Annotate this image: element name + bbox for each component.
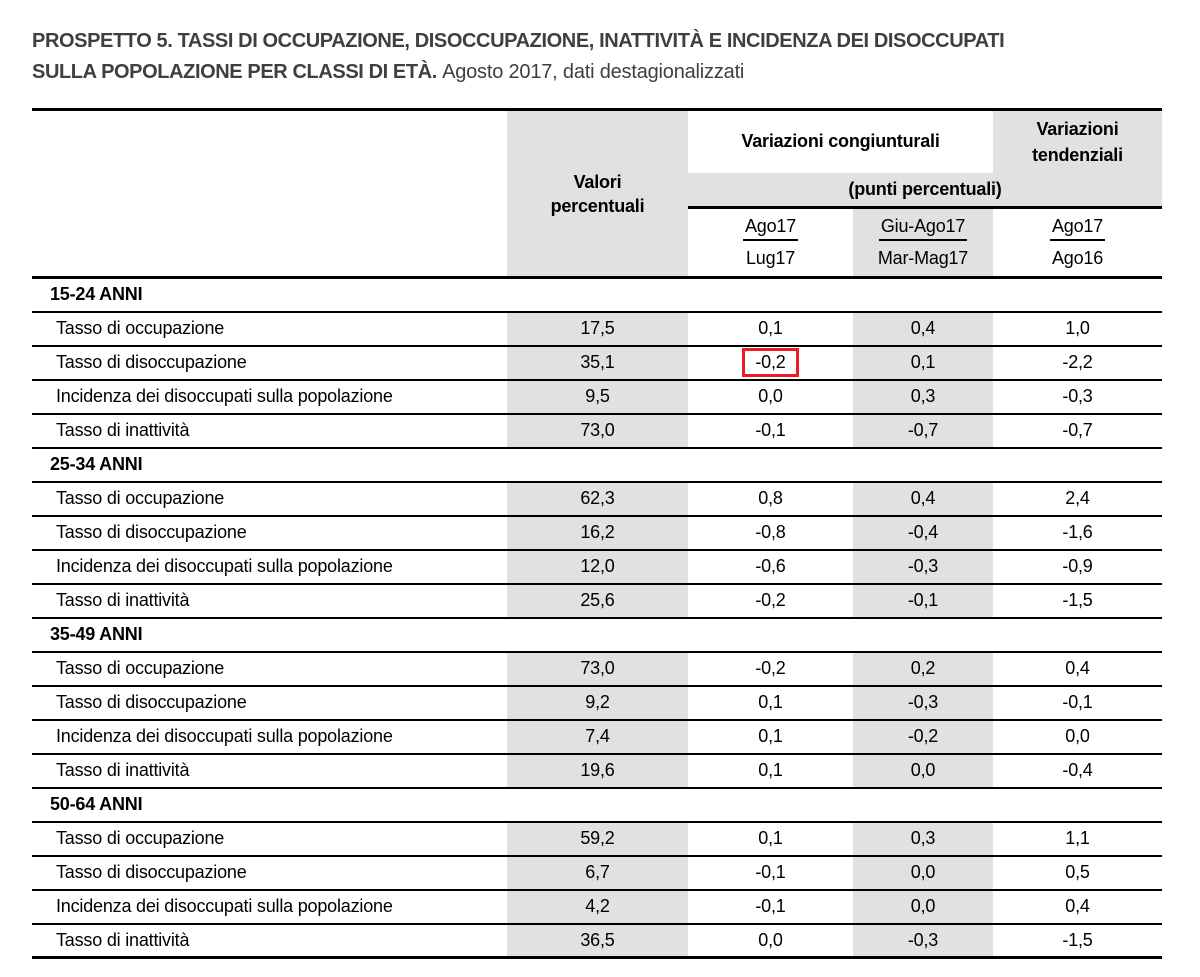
value-cell: 0,4 bbox=[993, 652, 1162, 686]
indicator-row bbox=[32, 414, 1162, 448]
period-denominator: Lug17 bbox=[745, 247, 796, 268]
indicator-row bbox=[32, 584, 1162, 618]
value-cell: 0,4 bbox=[853, 312, 993, 346]
value-cell: -0,1 bbox=[688, 890, 853, 924]
value-cell: 73,0 bbox=[507, 414, 688, 448]
value-cell: 25,6 bbox=[507, 584, 688, 618]
highlight-box: -0,2 bbox=[742, 348, 798, 377]
indicator-row bbox=[32, 482, 1162, 516]
value-cell: -0,4 bbox=[853, 516, 993, 550]
value-cell: 0,3 bbox=[853, 822, 993, 856]
age-group-label: 50-64 ANNI bbox=[32, 788, 1162, 822]
age-group-row bbox=[32, 618, 1162, 652]
value-cell: -0,4 bbox=[993, 754, 1162, 788]
value-cell: 35,1 bbox=[507, 346, 688, 380]
value-cell bbox=[688, 346, 853, 380]
value-cell: 36,5 bbox=[507, 924, 688, 958]
period-denominator: Ago16 bbox=[1051, 247, 1104, 268]
indicator-label: Incidenza dei disoccupati sulla popolazione bbox=[32, 380, 507, 414]
value-cell: 0,1 bbox=[688, 312, 853, 346]
value-cell: 2,4 bbox=[993, 482, 1162, 516]
indicator-label: Tasso di inattività bbox=[32, 414, 507, 448]
row-label-header bbox=[32, 110, 507, 278]
value-cell: -1,6 bbox=[993, 516, 1162, 550]
indicator-label: Tasso di inattività bbox=[32, 754, 507, 788]
value-cell: 0,0 bbox=[688, 380, 853, 414]
title-line-2-bold: SULLA POPOLAZIONE PER CLASSI DI ETÀ. bbox=[32, 61, 437, 83]
value-cell: 0,0 bbox=[853, 856, 993, 890]
statistics-table bbox=[32, 108, 1162, 959]
value-cell: 0,1 bbox=[853, 346, 993, 380]
value-cell: -0,2 bbox=[853, 720, 993, 754]
value-cell: 0,8 bbox=[688, 482, 853, 516]
value-cell: 17,5 bbox=[507, 312, 688, 346]
age-group-label: 35-49 ANNI bbox=[32, 618, 1162, 652]
value-cell: 0,5 bbox=[993, 856, 1162, 890]
value-cell: 4,2 bbox=[507, 890, 688, 924]
value-cell: -0,1 bbox=[993, 686, 1162, 720]
value-cell: -1,5 bbox=[993, 924, 1162, 958]
value-cell: 0,0 bbox=[993, 720, 1162, 754]
title-subtitle: Agosto 2017, dati destagionalizzati bbox=[442, 61, 745, 83]
punti-percentuali-header: (punti percentuali) bbox=[688, 173, 1162, 208]
table-title bbox=[32, 26, 1172, 88]
value-cell: -0,3 bbox=[853, 686, 993, 720]
indicator-row bbox=[32, 550, 1162, 584]
age-group-label: 15-24 ANNI bbox=[32, 278, 1162, 312]
indicator-row bbox=[32, 686, 1162, 720]
value-cell: -0,3 bbox=[993, 380, 1162, 414]
value-cell: 62,3 bbox=[507, 482, 688, 516]
value-cell: 9,5 bbox=[507, 380, 688, 414]
value-cell: 0,1 bbox=[688, 754, 853, 788]
indicator-row bbox=[32, 380, 1162, 414]
variazioni-congiunturali-header: Variazioni congiunturali bbox=[741, 131, 940, 152]
value-cell: 0,1 bbox=[688, 686, 853, 720]
period-numerator: Ago17 bbox=[743, 216, 798, 241]
value-cell: 6,7 bbox=[507, 856, 688, 890]
period-header-ago17-lug17 bbox=[688, 208, 853, 278]
indicator-row bbox=[32, 652, 1162, 686]
value-cell: -0,3 bbox=[853, 924, 993, 958]
indicator-label: Tasso di occupazione bbox=[32, 822, 507, 856]
value-cell: -0,1 bbox=[688, 414, 853, 448]
title-line-2 bbox=[32, 57, 1172, 88]
value-cell: -0,8 bbox=[688, 516, 853, 550]
indicator-label: Tasso di disoccupazione bbox=[32, 516, 507, 550]
period-header-ago17-ago16 bbox=[993, 208, 1162, 278]
value-cell: 0,0 bbox=[853, 754, 993, 788]
indicator-row bbox=[32, 516, 1162, 550]
value-cell: 0,4 bbox=[993, 890, 1162, 924]
value-cell: 19,6 bbox=[507, 754, 688, 788]
indicator-label: Tasso di occupazione bbox=[32, 312, 507, 346]
indicator-row bbox=[32, 754, 1162, 788]
value-cell: 0,1 bbox=[688, 720, 853, 754]
indicator-label: Tasso di disoccupazione bbox=[32, 856, 507, 890]
value-cell: 1,1 bbox=[993, 822, 1162, 856]
value-cell: 59,2 bbox=[507, 822, 688, 856]
value-cell: -0,2 bbox=[688, 652, 853, 686]
indicator-row bbox=[32, 720, 1162, 754]
value-cell: 9,2 bbox=[507, 686, 688, 720]
period-header-giuago17-marmag17 bbox=[853, 208, 993, 278]
indicator-row bbox=[32, 312, 1162, 346]
indicator-row bbox=[32, 346, 1162, 380]
age-group-row bbox=[32, 278, 1162, 312]
period-denominator: Mar-Mag17 bbox=[877, 247, 969, 268]
value-cell: 0,4 bbox=[853, 482, 993, 516]
title-line-1: PROSPETTO 5. TASSI DI OCCUPAZIONE, DISOCCUPAZIONE, INATTIVITÀ E INCIDENZA DEI DISOCCUPATI bbox=[32, 30, 1005, 52]
indicator-label: Tasso di disoccupazione bbox=[32, 686, 507, 720]
variazioni-tendenziali-header: Variazioni tendenziali bbox=[993, 110, 1162, 173]
value-cell: 0,2 bbox=[853, 652, 993, 686]
value-cell: -0,3 bbox=[853, 550, 993, 584]
value-cell: 16,2 bbox=[507, 516, 688, 550]
period-numerator: Giu-Ago17 bbox=[879, 216, 967, 241]
indicator-label: Tasso di inattività bbox=[32, 924, 507, 958]
indicator-row bbox=[32, 890, 1162, 924]
value-cell: 7,4 bbox=[507, 720, 688, 754]
value-cell: -1,5 bbox=[993, 584, 1162, 618]
age-group-row bbox=[32, 448, 1162, 482]
value-cell: -2,2 bbox=[993, 346, 1162, 380]
indicator-label: Tasso di occupazione bbox=[32, 652, 507, 686]
indicator-label: Tasso di inattività bbox=[32, 584, 507, 618]
value-cell: 0,0 bbox=[853, 890, 993, 924]
table-header bbox=[32, 110, 1162, 278]
indicator-row bbox=[32, 856, 1162, 890]
age-group-label: 25-34 ANNI bbox=[32, 448, 1162, 482]
value-cell: -0,9 bbox=[993, 550, 1162, 584]
table-body bbox=[32, 278, 1162, 958]
period-numerator: Ago17 bbox=[1050, 216, 1105, 241]
indicator-label: Incidenza dei disoccupati sulla popolazione bbox=[32, 720, 507, 754]
indicator-row bbox=[32, 924, 1162, 958]
value-cell: 0,3 bbox=[853, 380, 993, 414]
value-cell: 73,0 bbox=[507, 652, 688, 686]
value-cell: -0,1 bbox=[688, 856, 853, 890]
indicator-label: Incidenza dei disoccupati sulla popolazione bbox=[32, 550, 507, 584]
value-cell: 12,0 bbox=[507, 550, 688, 584]
value-cell: -0,6 bbox=[688, 550, 853, 584]
indicator-row bbox=[32, 822, 1162, 856]
indicator-label: Incidenza dei disoccupati sulla popolazione bbox=[32, 890, 507, 924]
indicator-label: Tasso di disoccupazione bbox=[32, 346, 507, 380]
value-cell: 0,1 bbox=[688, 822, 853, 856]
value-cell: 1,0 bbox=[993, 312, 1162, 346]
value-cell: -0,7 bbox=[993, 414, 1162, 448]
age-group-row bbox=[32, 788, 1162, 822]
indicator-label: Tasso di occupazione bbox=[32, 482, 507, 516]
value-cell: 0,0 bbox=[688, 924, 853, 958]
value-cell: -0,2 bbox=[688, 584, 853, 618]
valori-percentuali-header: Valori percentuali bbox=[507, 110, 688, 278]
value-cell: -0,1 bbox=[853, 584, 993, 618]
value-cell: -0,7 bbox=[853, 414, 993, 448]
